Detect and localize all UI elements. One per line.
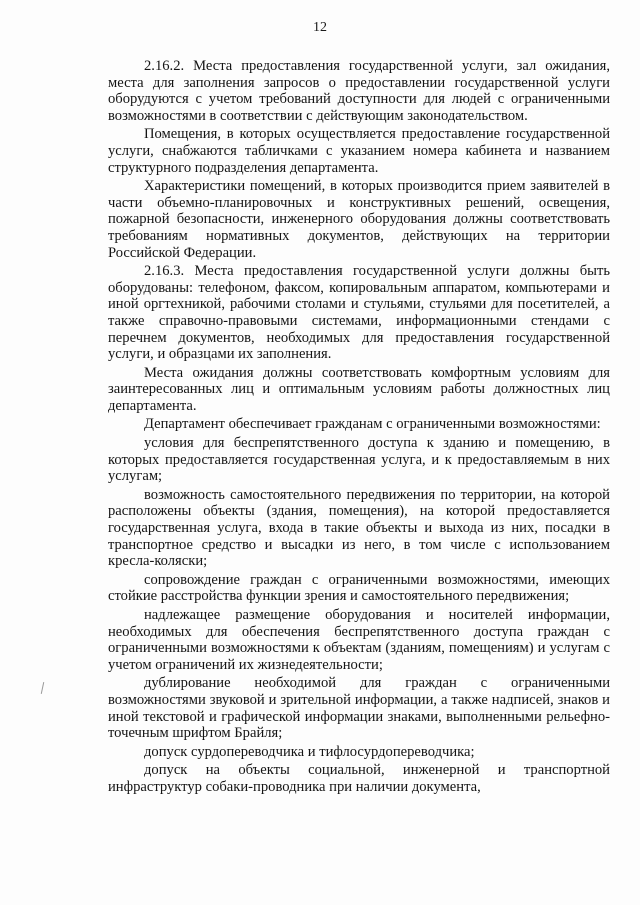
paragraph-rooms-signs: Помещения, в которых осуществляется предоставление государственной услуги, снабжаются табличками с указанием номера кабинета и названием структурного подразделения департамента.: [108, 126, 610, 176]
list-item: дублирование необходимой для граждан с ограниченными возможностями звуковой и зрительной информации, а также надписей, знаков и иной текстовой и графической информации знаками, выполненными рельефно-точечным шрифтом Брайля;: [108, 675, 610, 742]
page-number: 12: [313, 20, 327, 35]
paragraph-waiting-places: Места ожидания должны соответствовать комфортным условиям для заинтересованных лиц и оптимальным условиям работы должностных лиц департамента.: [108, 364, 610, 414]
list-item: возможность самостоятельного передвижения по территории, на которой расположены объекты (здания, помещения), на которой предоставляется государственная услуга, входа в такие объекты и выхода из них, посадки в транспортное средство и высадки из него, в том числе с использованием кресла-коляски;: [108, 486, 610, 570]
paragraph-rooms-characteristics: Характеристики помещений, в которых производится прием заявителей в части объемно-планировочных и конструктивных решений, освещения, пожарной безопасности, инженерного оборудования должны соответствовать требованиям нормативных документов, действующих на территории Российской Федерации.: [108, 178, 610, 261]
paragraph-2-16-3: 2.16.3. Места предоставления государственной услуги должны быть оборудованы: телефоном, факсом, копировальным аппаратом, компьютерами и иной оргтехникой, рабочими столами и стульями, стульями для посетителей, а также справочно-правовыми системами, информационными стендами с перечнем документов, необходимых для предоставления государственной услуги, и образцами их заполнения.: [108, 263, 610, 363]
list-item: надлежащее размещение оборудования и носителей информации, необходимых для обеспечения беспрепятственного доступа граждан с ограниченными возможностями к объектам (зданиям, помещениям) и услугам с учетом ограничений их жизнедеятельности;: [108, 607, 610, 673]
list-item: допуск на объекты социальной, инженерной и транспортной инфраструктур собаки-проводника при наличии документа,: [108, 762, 610, 795]
margin-mark: [41, 682, 44, 694]
paragraph-2-16-2: 2.16.2. Места предоставления государственной услуги, зал ожидания, места для заполнения запросов о предоставлении государственной услуги оборудуются с учетом требований доступности для людей с ограниченными возможностями в соответствии с действующим законодательством.: [108, 58, 610, 124]
document-body: [108, 58, 610, 798]
list-item: условия для беспрепятственного доступа к зданию и помещению, в которых предоставляется государственная услуга, и к предоставляемым в них услугам;: [108, 435, 610, 485]
list-item: сопровождение граждан с ограниченными возможностями, имеющих стойкие расстройства функции зрения и самостоятельного передвижения;: [108, 571, 610, 605]
list-item: допуск сурдопереводчика и тифлосурдопереводчика;: [144, 743, 475, 760]
paragraph-department-provides: Департамент обеспечивает гражданам с ограниченными возможностями:: [144, 416, 601, 433]
